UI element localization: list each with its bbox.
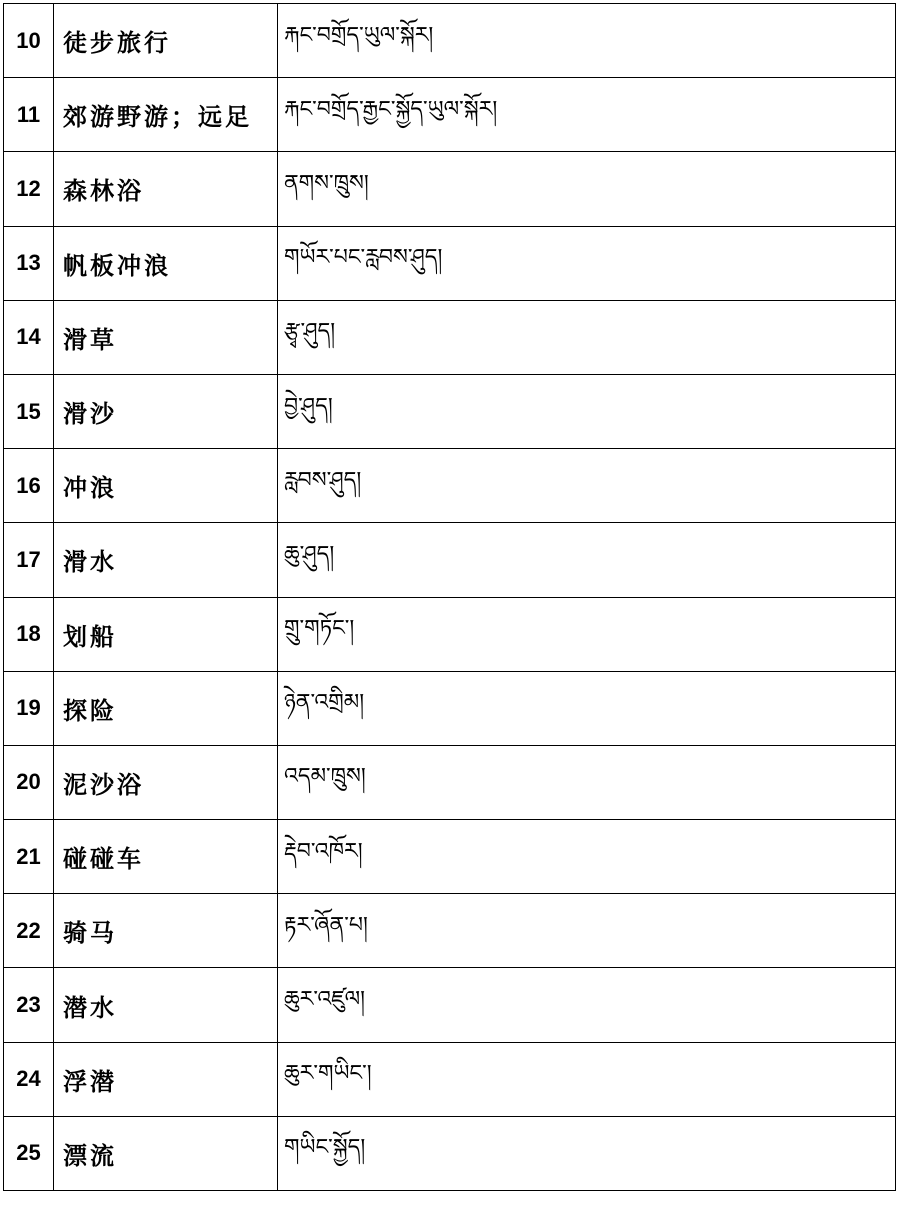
table-row [4,78,896,152]
chinese-term: 泥沙浴 [54,745,278,819]
tibetan-term: ཆུ་ཤུད། [278,523,896,597]
table-row [4,1042,896,1116]
chinese-term: 漂流 [54,1116,278,1190]
glossary-table [3,3,896,1191]
table-row [4,1116,896,1190]
table-row [4,449,896,523]
tibetan-term: ནགས་ཁྲུས། [278,152,896,226]
row-number: 17 [4,523,54,597]
chinese-term: 浮潜 [54,1042,278,1116]
chinese-term: 滑草 [54,300,278,374]
row-number: 24 [4,1042,54,1116]
table-row [4,523,896,597]
chinese-term: 帆板冲浪 [54,226,278,300]
chinese-term: 冲浪 [54,449,278,523]
table-row [4,894,896,968]
row-number: 20 [4,745,54,819]
tibetan-term: རྐང་བགྲོད་རྒྱང་སྐྱོད་ཡུལ་སྐོར། [278,78,896,152]
tibetan-term: བྱེ་ཤུད། [278,374,896,448]
row-number: 19 [4,671,54,745]
tibetan-term: གྲུ་གཏོང་། [278,597,896,671]
tibetan-term: ཆུར་འཛུལ། [278,968,896,1042]
chinese-term: 滑沙 [54,374,278,448]
table-row [4,968,896,1042]
chinese-term: 探险 [54,671,278,745]
row-number: 11 [4,78,54,152]
table-row [4,374,896,448]
tibetan-term: རླབས་ཤུད། [278,449,896,523]
tibetan-term: རྐང་བགྲོད་ཡུལ་སྐོར། [278,4,896,78]
tibetan-term: གཡིང་སྐྱོད། [278,1116,896,1190]
row-number: 13 [4,226,54,300]
row-number: 22 [4,894,54,968]
table-row [4,597,896,671]
table-row [4,4,896,78]
tibetan-term: འདམ་ཁྲུས། [278,745,896,819]
chinese-term: 滑水 [54,523,278,597]
table-row [4,152,896,226]
chinese-term: 骑马 [54,894,278,968]
chinese-term: 潜水 [54,968,278,1042]
chinese-term: 郊游野游；远足 [54,78,278,152]
table-row [4,745,896,819]
row-number: 15 [4,374,54,448]
row-number: 10 [4,4,54,78]
row-number: 23 [4,968,54,1042]
tibetan-term: རྡེབ་འཁོར། [278,820,896,894]
row-number: 21 [4,820,54,894]
chinese-term: 划船 [54,597,278,671]
table-row [4,226,896,300]
table-row [4,300,896,374]
tibetan-term: ཆུར་གཡིང་། [278,1042,896,1116]
tibetan-term: གཡོར་པང་རླབས་ཤུད། [278,226,896,300]
chinese-term: 碰碰车 [54,820,278,894]
table-row [4,671,896,745]
row-number: 25 [4,1116,54,1190]
table-row [4,820,896,894]
tibetan-term: ཉེན་འགྲིམ། [278,671,896,745]
tibetan-term: རྩྭ་ཤུད། [278,300,896,374]
row-number: 12 [4,152,54,226]
tibetan-term: རྟར་ཞོན་པ། [278,894,896,968]
chinese-term: 徒步旅行 [54,4,278,78]
row-number: 18 [4,597,54,671]
chinese-term: 森林浴 [54,152,278,226]
row-number: 16 [4,449,54,523]
row-number: 14 [4,300,54,374]
